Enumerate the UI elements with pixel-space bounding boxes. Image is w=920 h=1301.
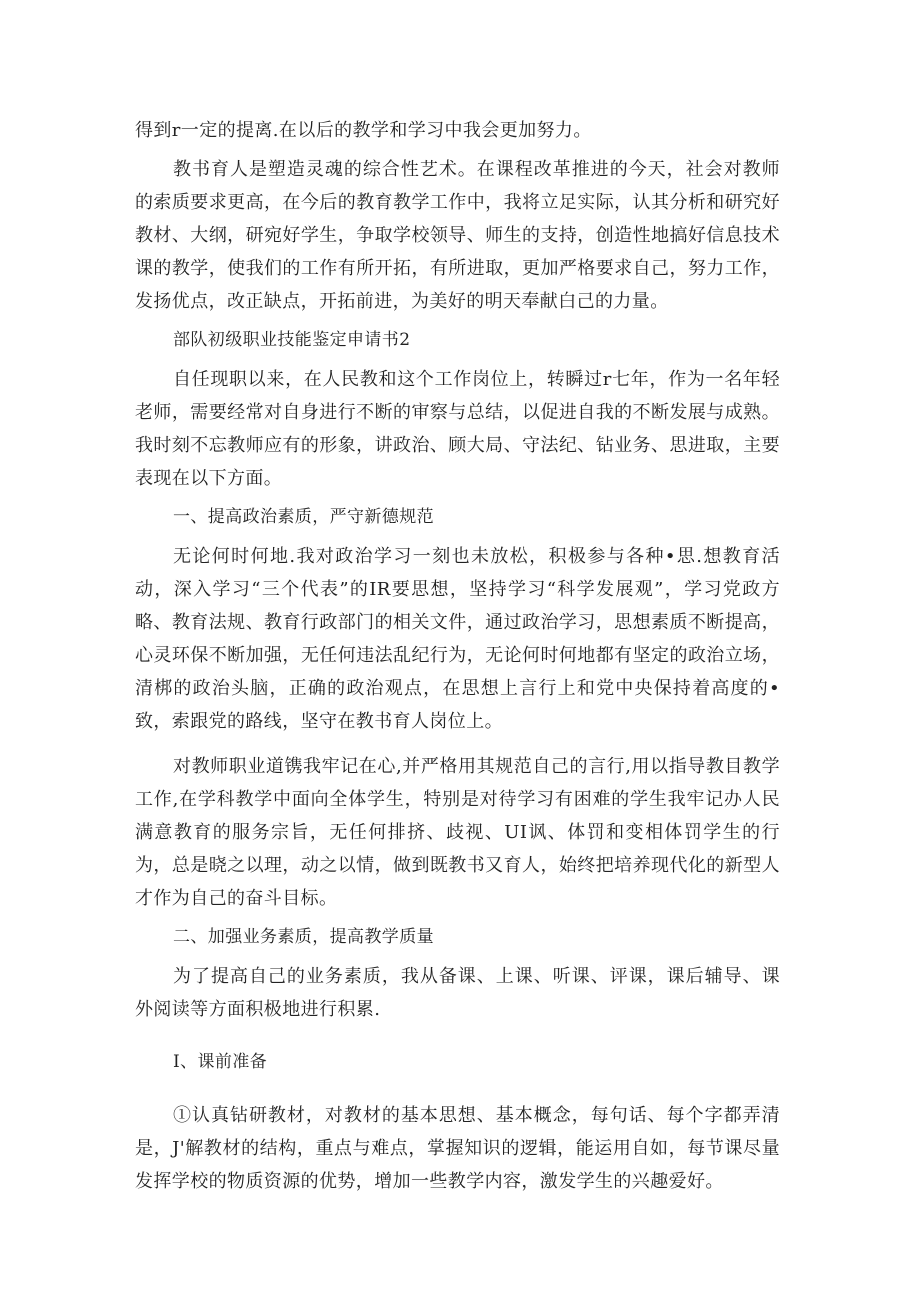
paragraph-intro: 自任现职以来，在人民教和这个工作岗位上，转瞬过r七年，作为一名年轻老师，需要经常对自身进行不断的审察与总结，以促进自我的不断发展与成熟。我时刻不忘教师应有的形象，讲政治、顾大局、守法纪、钻业务、思进取，主要表现在以下方面。 xyxy=(135,369,780,489)
paragraph-professional-ethics: 对教师职业道镌我牢记在心,并严格用其规范自己的言行,用以指导教目教学工作,在学科教学中面向全体学生，特别是对待学习有困难的学生我牢记办人民满意教育的服务宗旨，无任何排挤、歧视、UI讽、体罚和变相体罚学生的行为，总是晓之以理，动之以情，做到既教书又育人，始终把培养现代化的新型人才作为自己的奋斗目标。 xyxy=(135,756,780,909)
heading-lesson-preparation: I、课前准备 xyxy=(173,1052,268,1072)
paragraph-teaching-art: 教书育人是塑造灵魂的综合性艺术。在课程改革推进的今天，社会对教师的索质要求更高，在今后的教育教学工作中，我将立足实际，认其分析和研究好教材、大纲，研宛好学生，争取学校领导、师生的支持，创造性地搞好信息技术课的教学，使我们的工作有所开拓，有所进取，更加严格要求自己，努力工作，发扬优点，改正缺点，开拓前进，为美好的明天奉献白己的力量。 xyxy=(135,159,780,312)
heading-business-quality: 二、加强业务素质，提高教学质量 xyxy=(173,927,434,947)
paragraph-business-study: 为了提高自己的业务素质，我从备课、上课、听课、评课，课后辅导、课外阅读等方面积极地进行积累. xyxy=(135,966,780,1020)
paragraph-study-materials: ①认真钻研教材，对教材的基本思想、基本概念，每句话、每个字都弄清是，J'解教材的结构，重点与难点，掌握知识的逻辑，能运用自如，每节课尽量发挥学校的物质资源的优势，增加一些教学内容，激发学生的兴趣爱好。 xyxy=(135,1105,780,1192)
paragraph-continuation: 得到r一定的提离.在以后的教学和学习中我会更加努力。 xyxy=(135,120,592,141)
paragraph-political-study: 无论何时何地.我对政治学习一刻也未放松，积极参与各种•思.想教育活动，深入学习“三个代表”的IR要思想，坚持学习“科学发展观”，学习党政方略、教育法规、教育行政部门的相关文件，通过政治学习，思想素质不断提高，心灵环保不断加强，无任何违法乱纪行为，无论何时何地都有坚定的政治立场，清梆的政治头脑，正确的政治观点，在思想上言行上和党中央保持着高度的•致，索跟党的路线，坚守在教书育人岗位上。 xyxy=(135,546,780,732)
heading-political-quality: 一、提高政治素质，严守新德规范 xyxy=(173,507,434,527)
section-title-application: 部队初级职业技能鉴定申请书2 xyxy=(173,330,411,350)
